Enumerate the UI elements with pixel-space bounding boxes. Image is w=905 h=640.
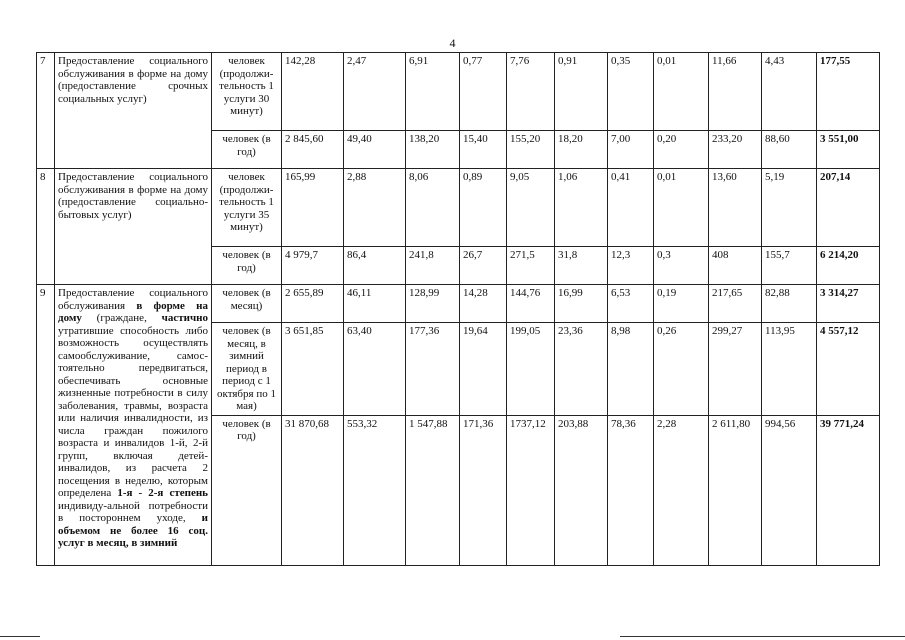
value-cell: 0,19 [654,285,709,323]
unit-cell: человек (в месяц) [212,285,282,323]
value-cell: 5,19 [762,169,817,247]
scan-mark [620,636,905,637]
value-cell: 18,20 [555,131,608,169]
unit-cell: человек (в год) [212,247,282,285]
value-cell: 0,26 [654,323,709,416]
value-cell: 0,20 [654,131,709,169]
value-cell: 271,5 [507,247,555,285]
value-cell: 78,36 [608,415,654,565]
value-cell: 217,65 [709,285,762,323]
value-cell: 171,36 [460,415,507,565]
value-cell: 11,66 [709,53,762,131]
value-cell: 2,88 [344,169,406,247]
value-cell: 12,3 [608,247,654,285]
row-number: 7 [37,53,55,169]
page-number: 4 [449,36,456,50]
table-row [37,285,880,323]
unit-cell: человек (продолжи-тельность 1 услуги 30 минут) [212,53,282,131]
value-cell: 1737,12 [507,415,555,565]
value-cell: 49,40 [344,131,406,169]
total-cell: 6 214,20 [817,247,880,285]
unit-cell: человек (в год) [212,131,282,169]
value-cell: 0,3 [654,247,709,285]
total-cell: 177,55 [817,53,880,131]
service-text-part: индивиду-альной потребности в постороннем уходе, [58,499,208,524]
value-cell: 0,91 [555,53,608,131]
tariff-table [36,52,880,566]
value-cell: 553,32 [344,415,406,565]
table-row [37,169,880,247]
service-name: Предоставление социального обслуживания в форме на дому (предоставление социально-бытовых услуг) [55,169,212,285]
value-cell: 199,05 [507,323,555,416]
unit-cell: человек (в месяц, в зимний период в период с 1 октября по 1 мая) [212,323,282,416]
scan-mark [0,636,40,637]
total-cell: 4 557,12 [817,323,880,416]
service-text-part: в форме на дому [58,299,208,324]
unit-cell: человек (в год) [212,415,282,565]
value-cell: 128,99 [406,285,460,323]
value-cell: 88,60 [762,131,817,169]
total-cell: 3 314,27 [817,285,880,323]
value-cell: 177,36 [406,323,460,416]
value-cell: 23,36 [555,323,608,416]
value-cell: 31,8 [555,247,608,285]
value-cell: 408 [709,247,762,285]
value-cell: 86,4 [344,247,406,285]
value-cell: 994,56 [762,415,817,565]
table-row [37,53,880,131]
value-cell: 13,60 [709,169,762,247]
value-cell: 138,20 [406,131,460,169]
value-cell: 46,11 [344,285,406,323]
value-cell: 299,27 [709,323,762,416]
service-name [55,285,212,566]
service-text-part: утратившие способность либо возможность осуществлять самообслуживание, самос-тоятельно передвигаться, обеспечивать основные жизненные потребности в силу заболевания, травмы, возраста или наличия инвалидности, из числа граждан пожилого возраста и инвалидов 1-й, 2-й групп, включая детей-инвалидов, из расчета 2 посещения в неделю, которым определена [58,324,208,499]
total-cell: 207,14 [817,169,880,247]
value-cell: 26,7 [460,247,507,285]
value-cell: 6,91 [406,53,460,131]
row-number: 8 [37,169,55,285]
value-cell: 3 651,85 [282,323,344,416]
value-cell: 2 845,60 [282,131,344,169]
total-cell: 3 551,00 [817,131,880,169]
value-cell: 15,40 [460,131,507,169]
service-text-part: Предоставление социального обслуживания [58,287,208,312]
value-cell: 1 547,88 [406,415,460,565]
value-cell: 2,28 [654,415,709,565]
value-cell: 82,88 [762,285,817,323]
total-cell: 39 771,24 [817,415,880,565]
value-cell: 7,00 [608,131,654,169]
value-cell: 0,35 [608,53,654,131]
value-cell: 63,40 [344,323,406,416]
value-cell: 233,20 [709,131,762,169]
value-cell: 31 870,68 [282,415,344,565]
value-cell: 144,76 [507,285,555,323]
service-name: Предоставление социального обслуживания в форме на дому (предоставление срочных социальных услуг) [55,53,212,169]
value-cell: 165,99 [282,169,344,247]
value-cell: 7,76 [507,53,555,131]
value-cell: 155,20 [507,131,555,169]
value-cell: 0,77 [460,53,507,131]
value-cell: 113,95 [762,323,817,416]
value-cell: 155,7 [762,247,817,285]
value-cell: 8,06 [406,169,460,247]
value-cell: 16,99 [555,285,608,323]
value-cell: 2 611,80 [709,415,762,565]
service-text-part: и объемом не более 16 соц. услуг в месяц, в зимний [58,512,208,549]
row-number: 9 [37,285,55,566]
value-cell: 0,01 [654,169,709,247]
value-cell: 0,89 [460,169,507,247]
service-text-part: (граждане, [81,312,162,324]
service-text-part: 1-я - 2-я степень [117,487,208,499]
unit-cell: человек (продолжи-тельность 1 услуги 35 минут) [212,169,282,247]
value-cell: 9,05 [507,169,555,247]
value-cell: 14,28 [460,285,507,323]
value-cell: 0,01 [654,53,709,131]
value-cell: 2 655,89 [282,285,344,323]
service-text-part: частично [161,312,208,324]
value-cell: 1,06 [555,169,608,247]
value-cell: 19,64 [460,323,507,416]
value-cell: 203,88 [555,415,608,565]
value-cell: 241,8 [406,247,460,285]
value-cell: 142,28 [282,53,344,131]
value-cell: 4 979,7 [282,247,344,285]
value-cell: 4,43 [762,53,817,131]
value-cell: 6,53 [608,285,654,323]
value-cell: 2,47 [344,53,406,131]
value-cell: 0,41 [608,169,654,247]
value-cell: 8,98 [608,323,654,416]
